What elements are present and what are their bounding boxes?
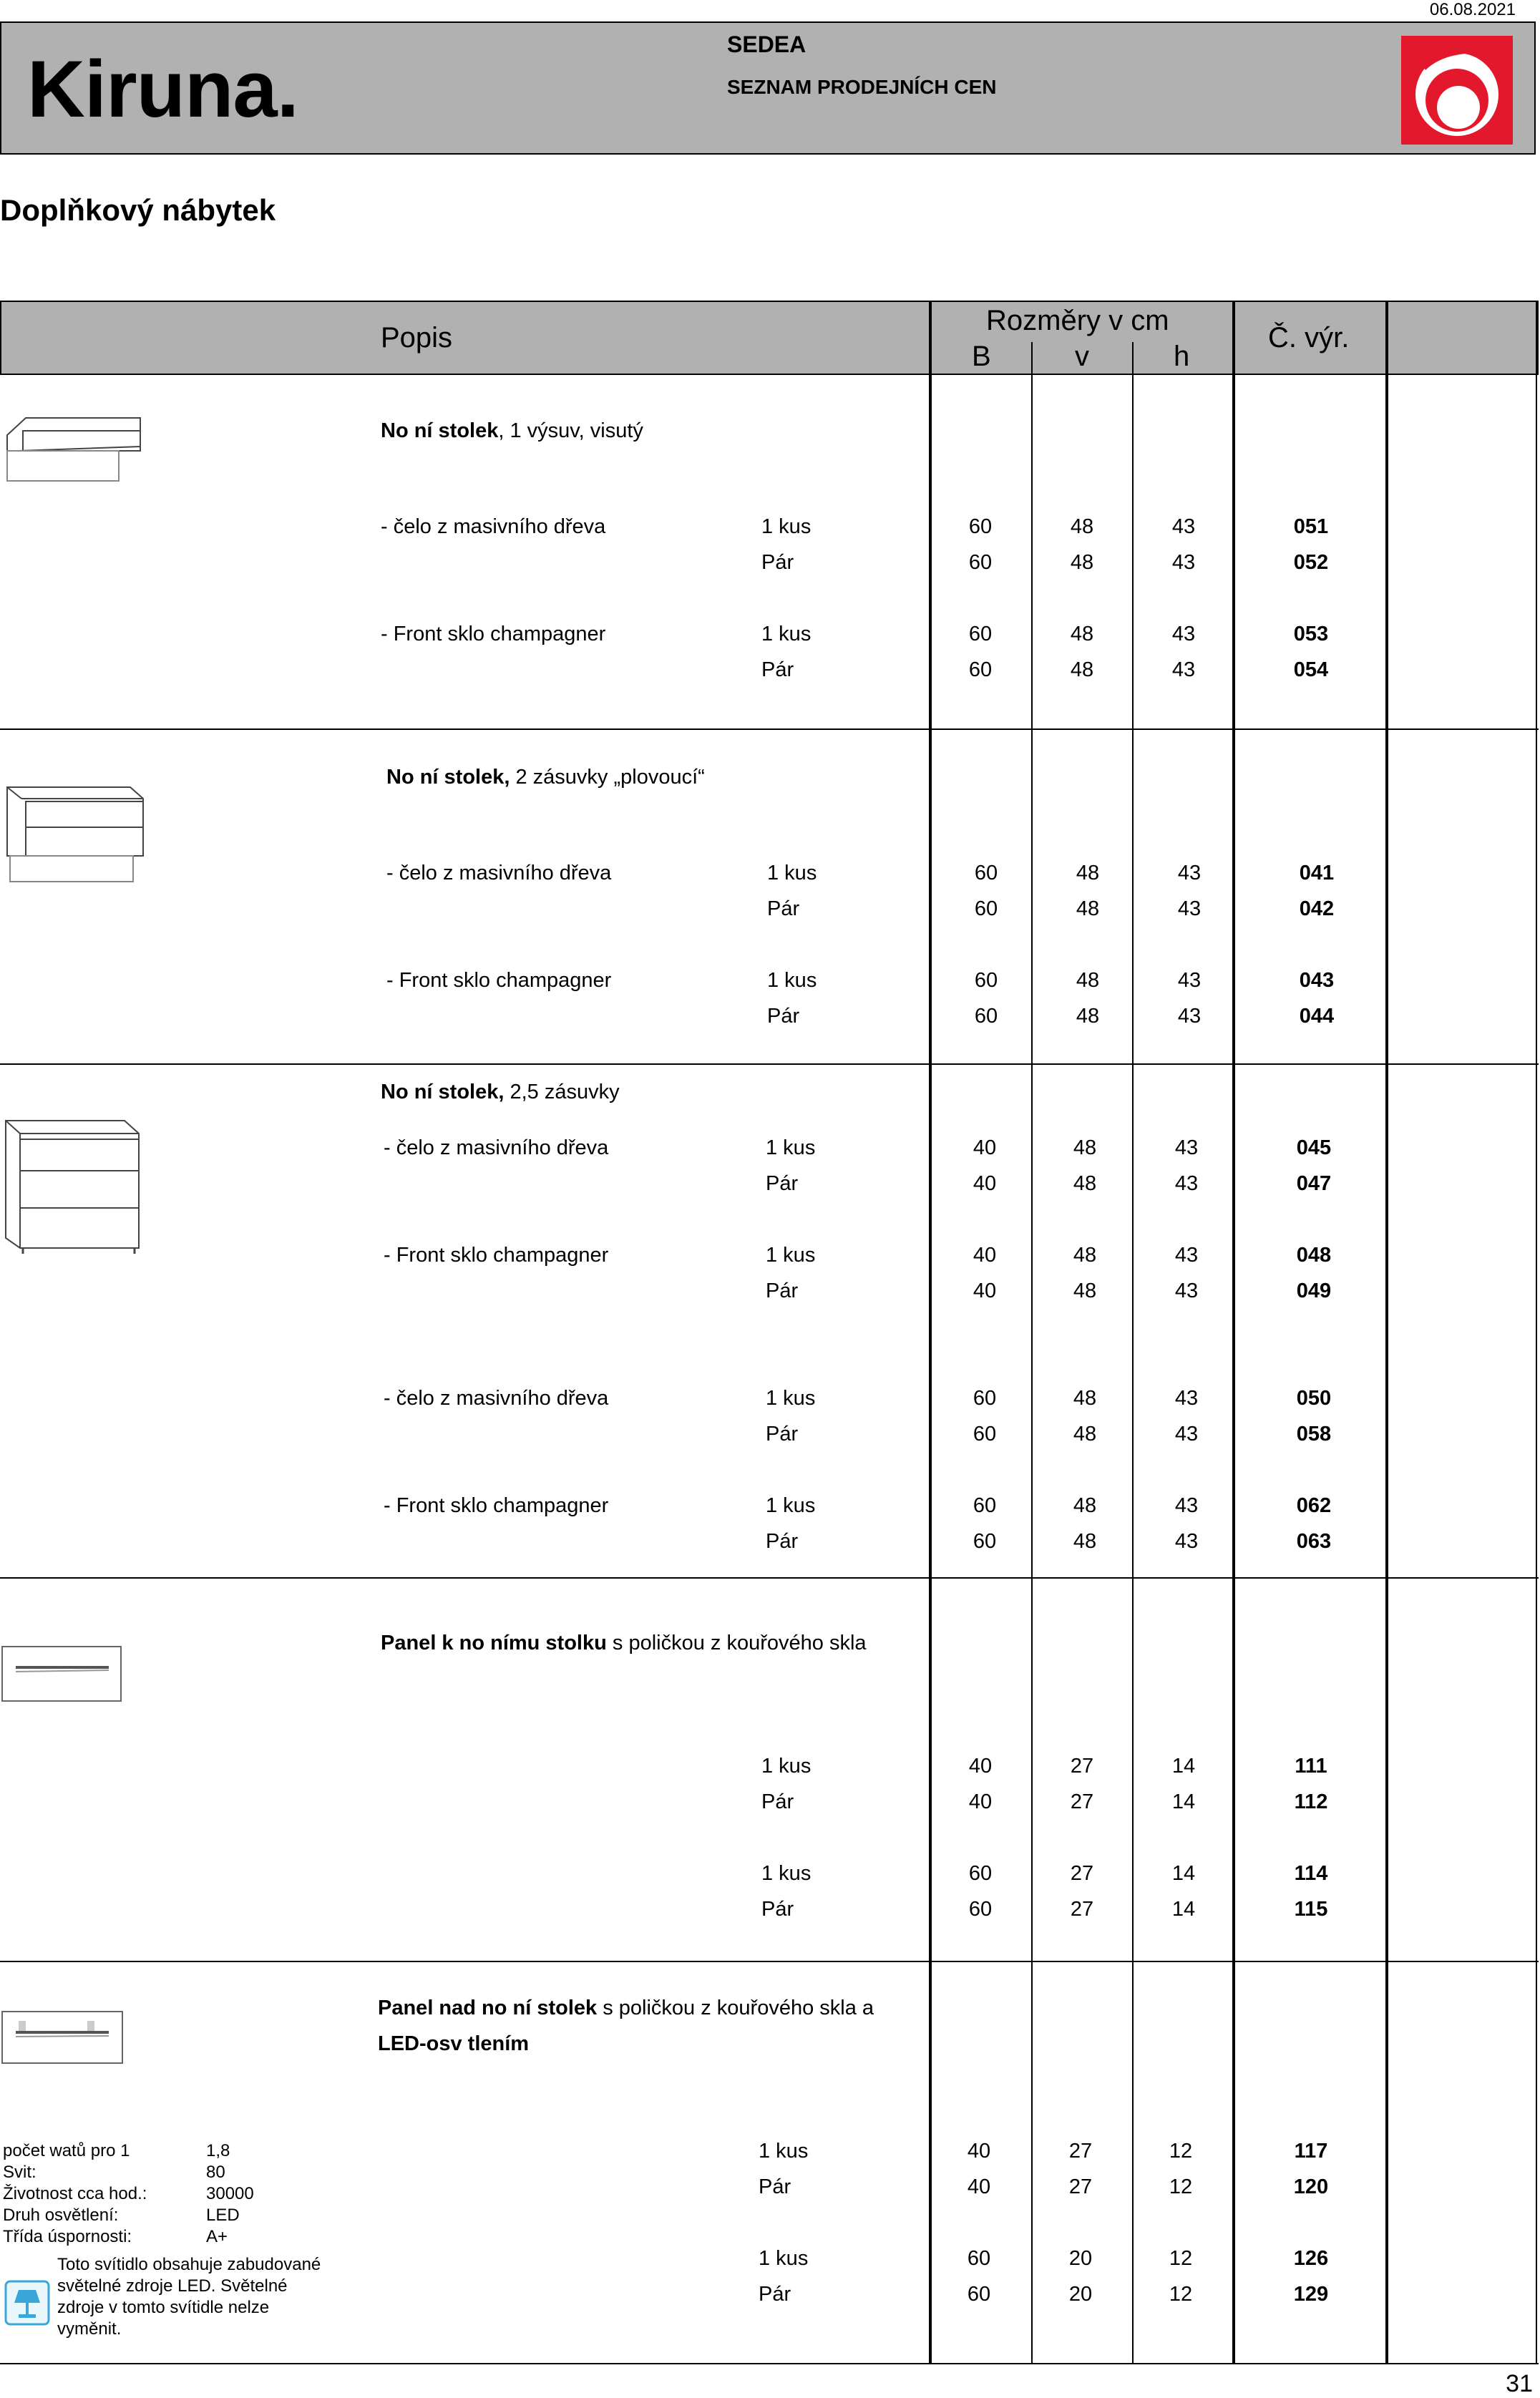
row-h: 43 xyxy=(1174,1387,1199,1410)
row-code: 062 xyxy=(1296,1494,1332,1517)
led-notice-line: vyměnit. xyxy=(57,2319,122,2339)
header-h: h xyxy=(1174,341,1190,372)
section-title-line2: LED-osv tlením xyxy=(378,2032,530,2055)
row-b: 40 xyxy=(973,1280,997,1302)
row-b: 60 xyxy=(967,2283,991,2306)
row-b: 60 xyxy=(973,1423,997,1446)
row-h: 14 xyxy=(1171,1898,1196,1921)
row-h: 14 xyxy=(1171,1755,1196,1778)
page-title: Doplňkový nábytek xyxy=(0,193,276,227)
row-h: 43 xyxy=(1171,515,1196,538)
row-b: 40 xyxy=(968,1790,993,1813)
row-v: 48 xyxy=(1070,623,1094,645)
header-description: Popis xyxy=(381,322,453,354)
row-code: 115 xyxy=(1294,1898,1328,1921)
row-unit: Pár xyxy=(761,1898,794,1921)
row-h: 43 xyxy=(1177,862,1202,884)
row-unit: 1 kus xyxy=(759,2247,809,2270)
led-notice-line: světelné zdroje LED. Světelné xyxy=(57,2276,288,2296)
row-v: 27 xyxy=(1070,1898,1094,1921)
row-b: 60 xyxy=(974,969,998,992)
row-code: 120 xyxy=(1293,2175,1329,2198)
row-unit: Pár xyxy=(766,1172,799,1195)
column-divider xyxy=(1385,301,1388,2363)
spec-value: LED xyxy=(206,2206,240,2225)
row-v: 27 xyxy=(1070,1790,1094,1813)
row-h: 43 xyxy=(1174,1136,1199,1159)
row-v: 48 xyxy=(1073,1494,1097,1517)
section-divider xyxy=(0,1063,1539,1065)
row-v: 27 xyxy=(1070,1755,1094,1778)
nightstand-1-drawer-hanging-illustration xyxy=(4,415,145,487)
row-unit: Pár xyxy=(767,897,800,920)
row-code: 129 xyxy=(1293,2283,1329,2306)
row-description: - čelo z masivního dřeva xyxy=(386,862,612,884)
company-name: SEDEA xyxy=(727,31,806,57)
column-divider xyxy=(1232,301,1235,2363)
row-v: 48 xyxy=(1073,1530,1097,1553)
row-v: 20 xyxy=(1068,2283,1093,2306)
row-b: 40 xyxy=(967,2175,991,2198)
column-divider xyxy=(929,301,932,2363)
row-code: 054 xyxy=(1293,658,1329,681)
section-title: Panel nad no ní stolek s poličkou z kouřového skla a xyxy=(378,1997,874,2019)
row-v: 48 xyxy=(1076,862,1100,884)
row-h: 43 xyxy=(1174,1530,1199,1553)
panel-glass-shelf-illustration xyxy=(1,1646,123,1703)
row-b: 40 xyxy=(968,1755,993,1778)
row-b: 40 xyxy=(973,1172,997,1195)
row-b: 60 xyxy=(968,1862,993,1885)
section-divider xyxy=(0,1577,1539,1579)
row-code: 058 xyxy=(1296,1423,1332,1446)
column-divider xyxy=(1536,301,1537,2363)
spec-value: A+ xyxy=(206,2227,228,2246)
row-b: 60 xyxy=(968,551,993,574)
row-h: 12 xyxy=(1169,2175,1193,2198)
row-b: 60 xyxy=(974,897,998,920)
row-h: 43 xyxy=(1174,1423,1199,1446)
row-unit: 1 kus xyxy=(767,862,817,884)
spec-value: 30000 xyxy=(206,2184,254,2203)
row-b: 60 xyxy=(973,1387,997,1410)
row-b: 60 xyxy=(973,1494,997,1517)
row-v: 27 xyxy=(1068,2175,1093,2198)
led-notice-line: Toto svítidlo obsahuje zabudované xyxy=(57,2255,321,2274)
document-date: 06.08.2021 xyxy=(1429,0,1516,19)
row-h: 43 xyxy=(1177,897,1202,920)
row-v: 48 xyxy=(1070,551,1094,574)
row-h: 12 xyxy=(1169,2283,1193,2306)
row-b: 60 xyxy=(968,515,993,538)
section-divider xyxy=(0,728,1539,730)
section-divider xyxy=(0,1961,1539,1962)
row-b: 60 xyxy=(968,1898,993,1921)
row-unit: 1 kus xyxy=(766,1494,816,1517)
section-title: Panel k no nímu stolku s poličkou z kouřového skla xyxy=(381,1632,867,1654)
row-unit: Pár xyxy=(766,1530,799,1553)
row-v: 48 xyxy=(1070,658,1094,681)
table-bottom-line xyxy=(0,2363,1539,2364)
row-h: 12 xyxy=(1169,2140,1193,2163)
row-unit: Pár xyxy=(759,2283,791,2306)
page-number: 31 xyxy=(1506,2370,1533,2397)
row-h: 43 xyxy=(1171,658,1196,681)
row-v: 20 xyxy=(1068,2247,1093,2270)
spec-label: Svit: xyxy=(3,2163,36,2182)
row-b: 60 xyxy=(968,623,993,645)
row-v: 48 xyxy=(1073,1280,1097,1302)
row-description: - čelo z masivního dřeva xyxy=(381,515,606,538)
row-code: 112 xyxy=(1294,1790,1328,1813)
header-dimensions: Rozměry v cm xyxy=(986,305,1169,336)
row-b: 60 xyxy=(974,1005,998,1028)
spec-label: Druh osvětlení: xyxy=(3,2206,119,2225)
row-unit: Pár xyxy=(767,1005,800,1028)
row-unit: 1 kus xyxy=(761,1862,812,1885)
row-description: - Front sklo champagner xyxy=(384,1494,609,1517)
led-notice-line: zdroje v tomto svítidle nelze xyxy=(57,2298,270,2317)
row-v: 27 xyxy=(1070,1862,1094,1885)
row-unit: Pár xyxy=(761,1790,794,1813)
row-h: 43 xyxy=(1174,1494,1199,1517)
section-title: No ní stolek, 1 výsuv, visutý xyxy=(381,419,643,442)
row-h: 43 xyxy=(1171,623,1196,645)
row-h: 43 xyxy=(1174,1244,1199,1267)
row-h: 14 xyxy=(1171,1862,1196,1885)
row-description: - Front sklo champagner xyxy=(384,1244,609,1267)
row-code: 041 xyxy=(1299,862,1335,884)
row-code: 063 xyxy=(1296,1530,1332,1553)
row-code: 117 xyxy=(1294,2140,1328,2163)
row-unit: 1 kus xyxy=(761,1755,812,1778)
row-unit: Pár xyxy=(766,1280,799,1302)
row-b: 60 xyxy=(968,658,993,681)
row-h: 43 xyxy=(1171,551,1196,574)
row-b: 60 xyxy=(967,2247,991,2270)
row-code: 114 xyxy=(1294,1862,1328,1885)
row-h: 14 xyxy=(1171,1790,1196,1813)
spec-label: počet watů pro 1 xyxy=(3,2141,130,2160)
spec-value: 1,8 xyxy=(206,2141,230,2160)
row-code: 053 xyxy=(1293,623,1329,645)
row-unit: Pár xyxy=(761,658,794,681)
header-b: B xyxy=(972,341,991,372)
row-code: 126 xyxy=(1293,2247,1329,2270)
row-description: - Front sklo champagner xyxy=(386,969,612,992)
row-unit: Pár xyxy=(759,2175,791,2198)
row-b: 40 xyxy=(967,2140,991,2163)
row-v: 27 xyxy=(1068,2140,1093,2163)
document-type: SEZNAM PRODEJNÍCH CEN xyxy=(727,76,997,98)
row-v: 48 xyxy=(1073,1172,1097,1195)
row-b: 40 xyxy=(973,1136,997,1159)
row-code: 044 xyxy=(1299,1005,1335,1028)
row-unit: 1 kus xyxy=(767,969,817,992)
row-code: 052 xyxy=(1293,551,1329,574)
nightstand-2-5-drawers-illustration xyxy=(3,1118,143,1261)
row-code: 050 xyxy=(1296,1387,1332,1410)
row-h: 43 xyxy=(1174,1280,1199,1302)
row-unit: Pár xyxy=(761,551,794,574)
row-description: - čelo z masivního dřeva xyxy=(384,1387,609,1410)
row-unit: Pár xyxy=(766,1423,799,1446)
spec-value: 80 xyxy=(206,2163,225,2182)
row-description: - čelo z masivního dřeva xyxy=(384,1136,609,1159)
header-code: Č. výr. xyxy=(1268,322,1350,354)
row-b: 60 xyxy=(973,1530,997,1553)
row-v: 48 xyxy=(1073,1244,1097,1267)
row-h: 43 xyxy=(1177,969,1202,992)
panel-glass-shelf-led-illustration xyxy=(1,2011,125,2065)
row-b: 40 xyxy=(973,1244,997,1267)
section-title: No ní stolek, 2,5 zásuvky xyxy=(381,1081,620,1103)
brand-name: Kiruna. xyxy=(27,44,298,134)
row-v: 48 xyxy=(1073,1136,1097,1159)
spec-label: Třída úspornosti: xyxy=(3,2227,132,2246)
row-description: - Front sklo champagner xyxy=(381,623,606,645)
row-code: 043 xyxy=(1299,969,1335,992)
row-unit: 1 kus xyxy=(761,623,812,645)
row-h: 43 xyxy=(1177,1005,1202,1028)
row-code: 047 xyxy=(1296,1172,1332,1195)
row-code: 051 xyxy=(1293,515,1329,538)
row-h: 43 xyxy=(1174,1172,1199,1195)
row-v: 48 xyxy=(1076,1005,1100,1028)
row-code: 045 xyxy=(1296,1136,1332,1159)
lamp-icon xyxy=(4,2280,50,2326)
spec-label: Životnost cca hod.: xyxy=(3,2184,147,2203)
row-v: 48 xyxy=(1073,1423,1097,1446)
row-code: 042 xyxy=(1299,897,1335,920)
row-v: 48 xyxy=(1076,897,1100,920)
red-swirl-logo-icon xyxy=(1401,36,1513,145)
row-v: 48 xyxy=(1073,1387,1097,1410)
row-code: 048 xyxy=(1296,1244,1332,1267)
nightstand-2-drawers-floating-illustration xyxy=(4,784,145,884)
row-code: 111 xyxy=(1295,1755,1327,1778)
row-unit: 1 kus xyxy=(761,515,812,538)
row-code: 049 xyxy=(1296,1280,1332,1302)
row-b: 60 xyxy=(974,862,998,884)
header-v: v xyxy=(1075,341,1089,372)
price-table xyxy=(0,301,1540,2362)
row-unit: 1 kus xyxy=(766,1244,816,1267)
row-v: 48 xyxy=(1070,515,1094,538)
row-unit: 1 kus xyxy=(759,2140,809,2163)
row-v: 48 xyxy=(1076,969,1100,992)
section-title: No ní stolek, 2 zásuvky „plovoucí“ xyxy=(386,766,705,789)
row-unit: 1 kus xyxy=(766,1387,816,1410)
row-h: 12 xyxy=(1169,2247,1193,2270)
row-unit: 1 kus xyxy=(766,1136,816,1159)
